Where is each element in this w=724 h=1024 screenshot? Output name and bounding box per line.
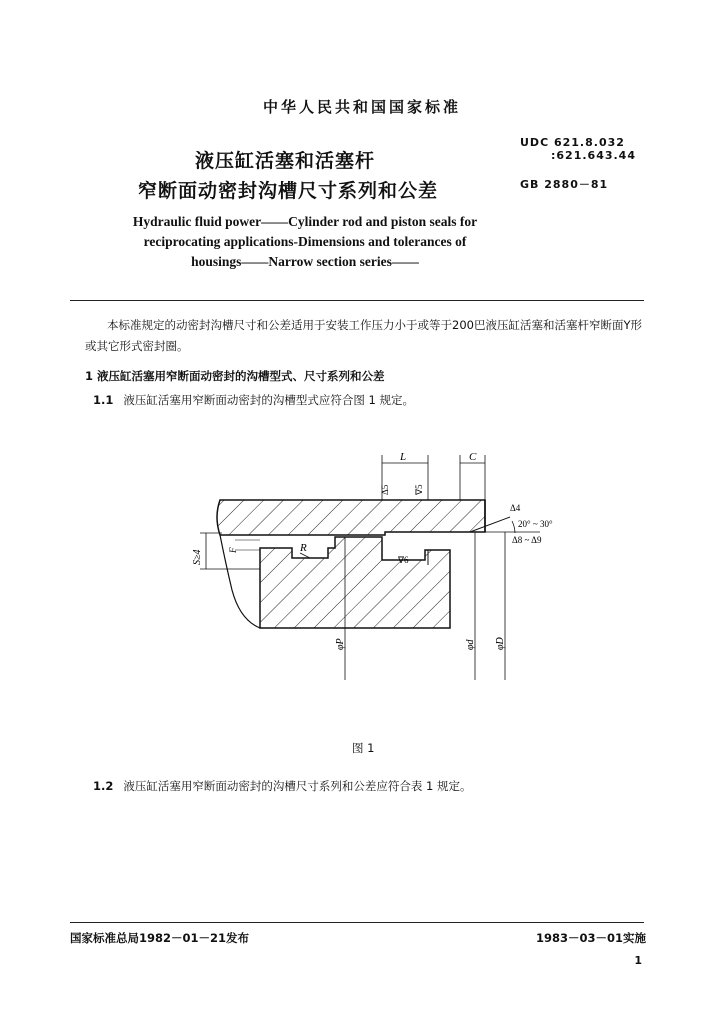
title-en	[70, 212, 540, 272]
issued-date: 国家标准总局1982－01－21发布	[70, 931, 250, 945]
section-1-2	[93, 778, 472, 794]
title-cn-line1: 液压缸活塞和活塞杆	[195, 150, 376, 172]
label-F: F	[228, 547, 238, 553]
header-rule	[70, 300, 644, 301]
page-number: 1	[634, 954, 642, 967]
intro-paragraph: 本标准规定的动密封沟槽尺寸和公差适用于安装工作压力小于或等于200巴液压缸活塞和活塞杆窄断面Y形或其它形式密封圈。	[85, 318, 642, 353]
label-R: R	[300, 542, 307, 554]
label-C: C	[469, 451, 477, 463]
label-S: S≥4	[192, 549, 203, 565]
udc-code-line2: :621.643.44	[551, 149, 636, 162]
label-delta8-9: Δ8 ~ Δ9	[512, 535, 542, 545]
cylinder-wall	[217, 500, 485, 535]
udc-code-line1: UDC 621.8.032	[520, 136, 625, 149]
label-L: L	[400, 451, 407, 463]
label-delta5-a: Δ5	[380, 484, 390, 495]
section-1-2-text: 液压缸活塞用窄断面动密封的沟槽尺寸系列和公差应符合表 1 规定。	[123, 779, 472, 793]
label-delta5-b: ∇5	[414, 484, 424, 495]
title-en-line2: reciprocating applications-Dimensions and tolerances of	[143, 234, 467, 249]
label-phid: φd	[465, 639, 476, 650]
figure-caption: 图 1	[352, 741, 375, 755]
section-1-heading: 1 液压缸活塞用窄断面动密封的沟槽型式、尺寸系列和公差	[85, 369, 385, 383]
label-phiD: φD	[495, 637, 506, 650]
title-en-line3: housings——Narrow section series——	[191, 254, 419, 269]
title-en-line1: Hydraulic fluid power——Cylinder rod and piston seals for	[132, 214, 478, 229]
title-cn-line2: 窄断面动密封沟槽尺寸系列和公差	[138, 180, 439, 202]
section-1-1-number: 1.1	[93, 393, 114, 407]
piston-body	[260, 537, 450, 628]
section-1-2-number: 1.2	[93, 779, 114, 793]
footer-rule	[70, 922, 644, 923]
effective-date: 1983－03－01实施	[535, 931, 646, 945]
label-angle: 20° ~ 30°	[518, 519, 553, 529]
section-1-1-text: 液压缸活塞用窄断面动密封的沟槽型式应符合图 1 规定。	[123, 393, 414, 407]
section-1-1	[93, 392, 414, 408]
label-delta6: ∇6	[398, 555, 409, 565]
gb-code: GB 2880－81	[520, 178, 609, 191]
label-delta4: Δ4	[510, 503, 521, 513]
label-phiP: φP	[335, 638, 346, 650]
groove-diagram	[160, 445, 580, 705]
standard-type-header: 中华人民共和国国家标准	[262, 98, 461, 116]
